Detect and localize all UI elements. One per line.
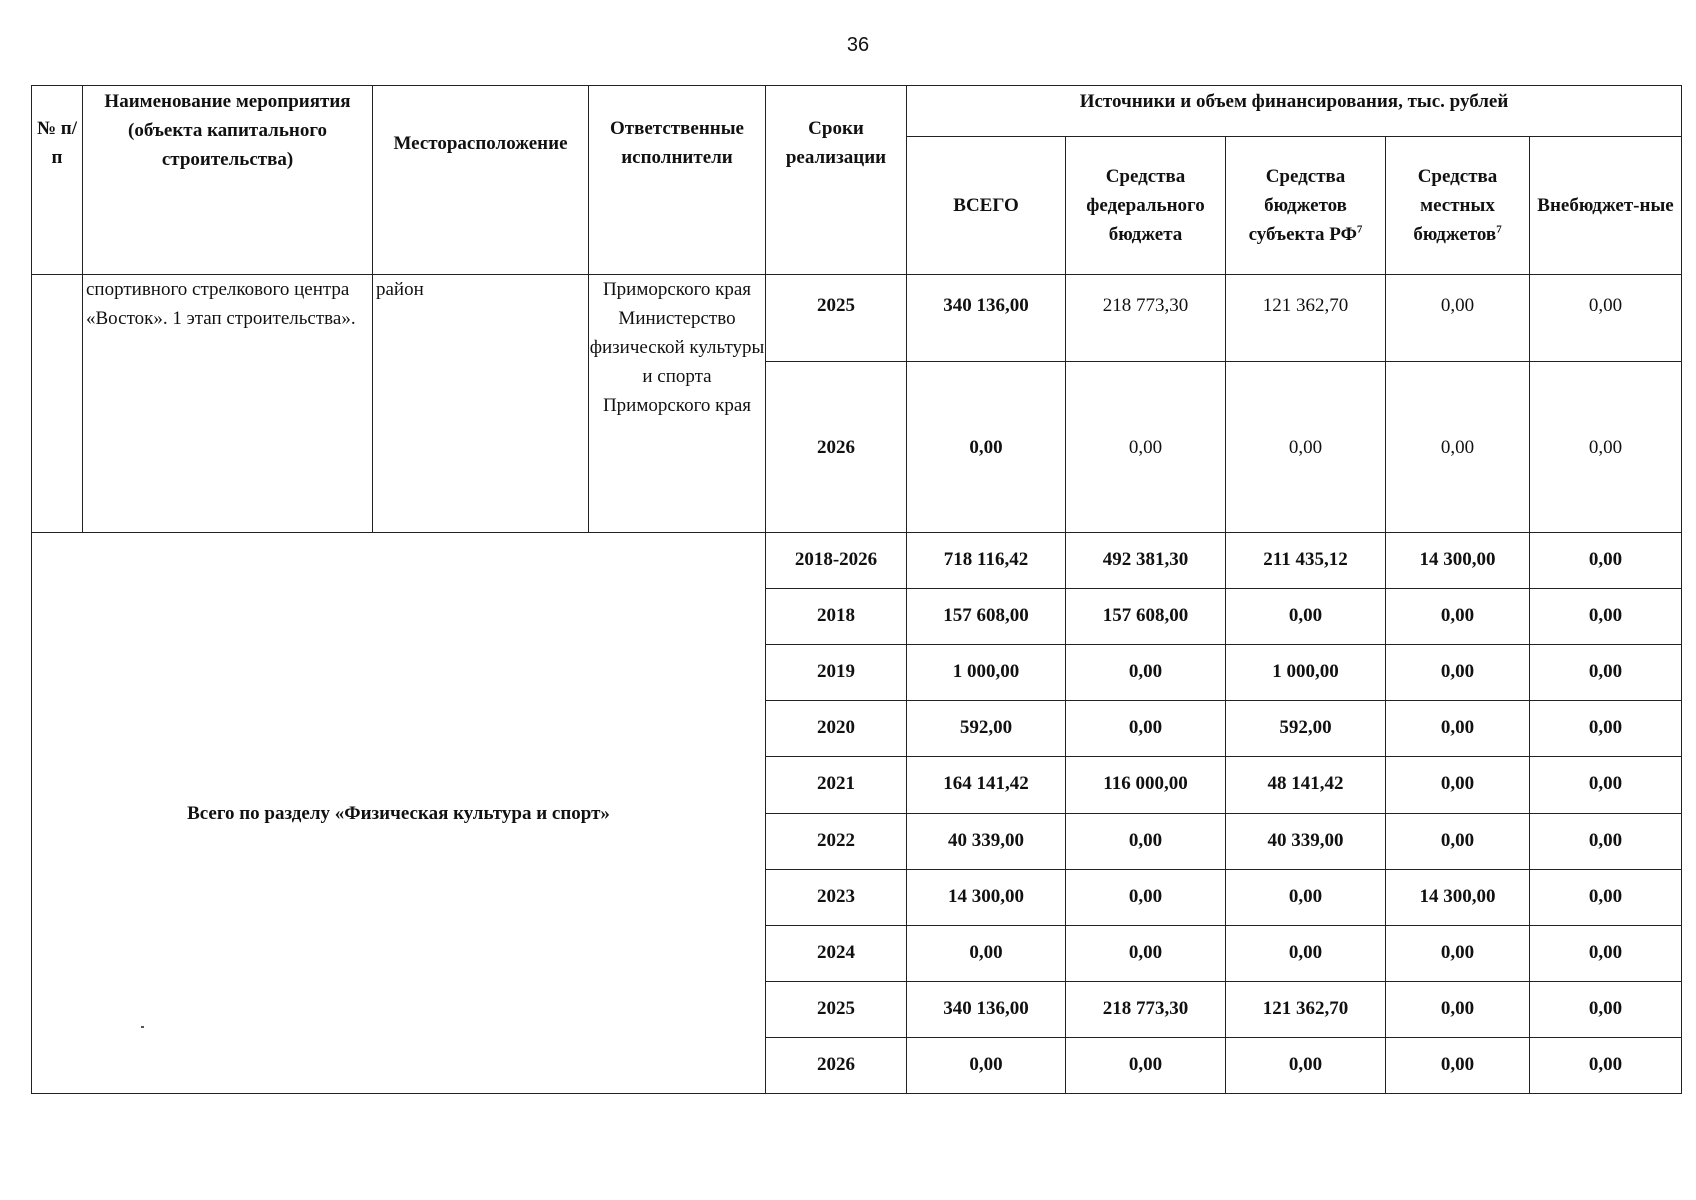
object-subject: 0,00: [1226, 362, 1386, 533]
object-federal: 218 773,30: [1066, 275, 1226, 362]
summary-label: Всего по разделу «Физическая культура и спорт»: [32, 533, 766, 1094]
summary-subject: 1 000,00: [1226, 645, 1386, 701]
summary-offbudget: 0,00: [1530, 870, 1682, 926]
scan-speck: [141, 1026, 144, 1028]
header-subject-text: Средства бюджетов субъекта РФ: [1248, 166, 1357, 245]
summary-subject: 121 362,70: [1226, 982, 1386, 1038]
summary-subject: 48 141,42: [1226, 757, 1386, 814]
summary-total: 40 339,00: [907, 814, 1066, 870]
summary-year: 2025: [766, 982, 907, 1038]
summary-total: 592,00: [907, 701, 1066, 757]
summary-subject: 211 435,12: [1226, 533, 1386, 589]
header-terms: Сроки реализации: [766, 86, 907, 275]
object-year: 2026: [766, 362, 907, 533]
summary-total: 157 608,00: [907, 589, 1066, 645]
summary-year: 2022: [766, 814, 907, 870]
object-responsible: Приморского края Министерство физической культуры и спорта Приморского края: [589, 275, 766, 533]
object-year: 2025: [766, 275, 907, 362]
summary-year: 2018-2026: [766, 533, 907, 589]
summary-federal: 157 608,00: [1066, 589, 1226, 645]
summary-year: 2023: [766, 870, 907, 926]
header-federal: Средства федерального бюджета: [1066, 137, 1226, 275]
header-offbudget: Внебюджет-ные: [1530, 137, 1682, 275]
summary-subject: 592,00: [1226, 701, 1386, 757]
summary-total: 164 141,42: [907, 757, 1066, 814]
summary-federal: 0,00: [1066, 870, 1226, 926]
summary-local: 0,00: [1386, 982, 1530, 1038]
object-total: 340 136,00: [907, 275, 1066, 362]
header-name: Наименование мероприятия (объекта капитального строительства): [83, 86, 373, 275]
summary-total: 718 116,42: [907, 533, 1066, 589]
summary-local: 0,00: [1386, 589, 1530, 645]
header-num: № п/п: [32, 86, 83, 275]
summary-federal: 0,00: [1066, 926, 1226, 982]
object-federal: 0,00: [1066, 362, 1226, 533]
summary-total: 0,00: [907, 1038, 1066, 1094]
summary-federal: 492 381,30: [1066, 533, 1226, 589]
summary-local: 14 300,00: [1386, 533, 1530, 589]
summary-total: 1 000,00: [907, 645, 1066, 701]
summary-offbudget: 0,00: [1530, 1038, 1682, 1094]
summary-local: 0,00: [1386, 1038, 1530, 1094]
summary-total: 340 136,00: [907, 982, 1066, 1038]
object-name: спортивного стрелкового центра «Восток». 1 этап строительства».: [83, 275, 373, 533]
summary-offbudget: 0,00: [1530, 814, 1682, 870]
summary-federal: 0,00: [1066, 814, 1226, 870]
page-number: 36: [846, 34, 870, 56]
header-responsible: Ответственные исполнители: [589, 86, 766, 275]
object-location: район: [373, 275, 589, 533]
summary-local: 0,00: [1386, 757, 1530, 814]
summary-offbudget: 0,00: [1530, 982, 1682, 1038]
header-funding: Источники и объем финансирования, тыс. рублей: [907, 86, 1682, 137]
header-local-footnote: 7: [1496, 223, 1502, 236]
summary-local: 0,00: [1386, 926, 1530, 982]
summary-year: 2024: [766, 926, 907, 982]
summary-offbudget: 0,00: [1530, 757, 1682, 814]
object-row-2025: [32, 275, 1682, 362]
header-total: ВСЕГО: [907, 137, 1066, 275]
object-num: [32, 275, 83, 533]
summary-subject: 0,00: [1226, 1038, 1386, 1094]
object-offbudget: 0,00: [1530, 275, 1682, 362]
summary-year: 2018: [766, 589, 907, 645]
summary-offbudget: 0,00: [1530, 589, 1682, 645]
summary-local: 14 300,00: [1386, 870, 1530, 926]
object-offbudget: 0,00: [1530, 362, 1682, 533]
header-local-text: Средства местных бюджетов: [1413, 166, 1498, 245]
summary-year: 2019: [766, 645, 907, 701]
header-subject: [1226, 137, 1386, 275]
summary-year: 2021: [766, 757, 907, 814]
summary-federal: 0,00: [1066, 645, 1226, 701]
object-local: 0,00: [1386, 275, 1530, 362]
summary-offbudget: 0,00: [1530, 926, 1682, 982]
summary-federal: 116 000,00: [1066, 757, 1226, 814]
summary-year: 2020: [766, 701, 907, 757]
header-row: [32, 86, 1682, 137]
summary-federal: 0,00: [1066, 1038, 1226, 1094]
header-local: [1386, 137, 1530, 275]
summary-subject: 0,00: [1226, 870, 1386, 926]
summary-total: 0,00: [907, 926, 1066, 982]
summary-federal: 0,00: [1066, 701, 1226, 757]
summary-offbudget: 0,00: [1530, 645, 1682, 701]
header-location: Месторасположение: [373, 86, 589, 275]
summary-year: 2026: [766, 1038, 907, 1094]
summary-local: 0,00: [1386, 645, 1530, 701]
object-local: 0,00: [1386, 362, 1530, 533]
header-subject-footnote: 7: [1356, 223, 1363, 236]
summary-offbudget: 0,00: [1530, 701, 1682, 757]
object-total: 0,00: [907, 362, 1066, 533]
summary-offbudget: 0,00: [1530, 533, 1682, 589]
financing-table: [31, 85, 1682, 1094]
summary-subject: 0,00: [1226, 926, 1386, 982]
summary-federal: 218 773,30: [1066, 982, 1226, 1038]
summary-subject: 0,00: [1226, 589, 1386, 645]
summary-local: 0,00: [1386, 814, 1530, 870]
summary-total: 14 300,00: [907, 870, 1066, 926]
object-subject: 121 362,70: [1226, 275, 1386, 362]
summary-local: 0,00: [1386, 701, 1530, 757]
summary-subject: 40 339,00: [1226, 814, 1386, 870]
summary-row: [32, 533, 1682, 589]
